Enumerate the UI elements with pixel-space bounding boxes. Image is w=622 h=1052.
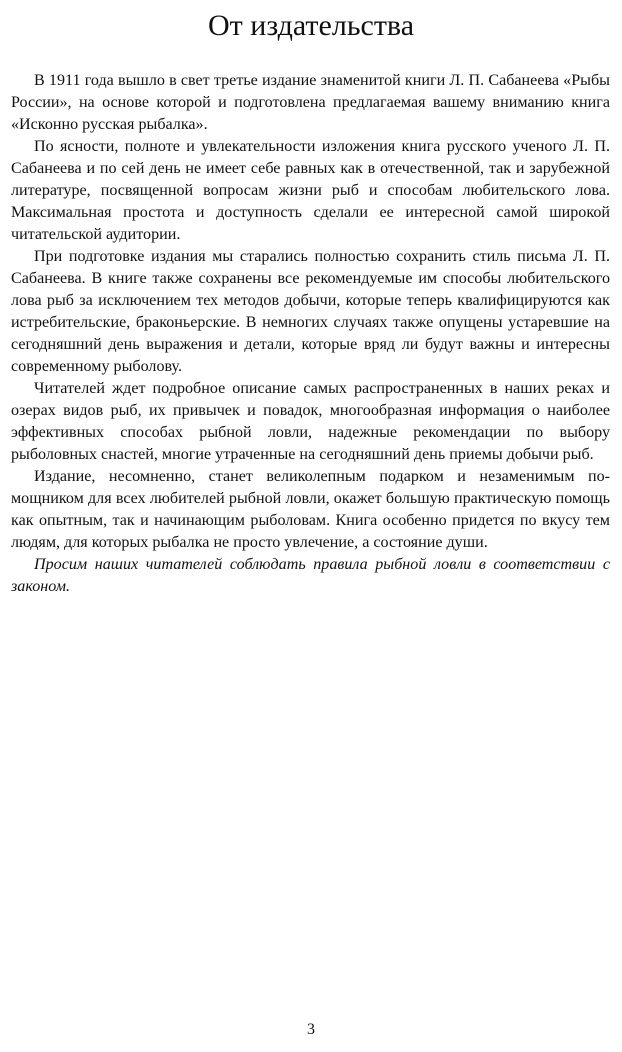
- page-number: 3: [307, 1021, 315, 1038]
- paragraph-3: При подготовке издания мы старались полностью сохранить стиль письма Л. П. Сабанеева. В книге также сохранены все рекомендуемые им способы любительского лова рыб за исключением тех методов добычи, которые теперь квалифицируются как истребительские, браконьерские. В немногих случаях также опущены устаревшие на сегодняшний день выражения и детали, которые вряд ли будут важны и интересны современному рыболову.: [11, 248, 610, 375]
- paragraph-5: Издание, несомненно, станет великолепным подарком и незаменимым помощником для всех любителей рыбной ловли, окажет большую практическую помощь как опытным, так и начинающим рыболовам. Книга особенно придется по вкусу тем людям, для которых рыбалка не просто увлечение, а состояние души.: [11, 468, 610, 551]
- paragraph-1: В 1911 года вышло в свет третье издание знаменитой книги Л. П. Сабанеева «Рыбы России», на основе которой и подготовлена предлагаемая вашему вниманию книга «Исконно русская рыбалка».: [11, 72, 610, 133]
- paragraph-4: Читателей ждет подробное описание самых распространенных в наших реках и озерах видов рыб, их привычек и повадок, многообразная информация о наиболее эффективных способах рыбной ловли, надежные рекомендации по выбору рыболовных снастей, многие утраченные на сегодняшний день приемы добычи рыб.: [11, 380, 610, 463]
- paragraph-6-italic-note: Просим наших читателей соблюдать правила рыбной ловли в соответствии с законом.: [11, 556, 610, 595]
- paragraph-2: По ясности, полноте и увлекательности изложения книга русского ученого Л. П. Сабанеева и по сей день не имеет себе равных как в отечественной, так и зарубежной литературе, посвященной вопросам жизни рыб и способам любительского лова. Максимальная простота и доступность сделали ее интересной самой широкой читательской аудитории.: [11, 138, 610, 243]
- body-text: [11, 70, 610, 598]
- page-title: От издательства: [207, 9, 415, 42]
